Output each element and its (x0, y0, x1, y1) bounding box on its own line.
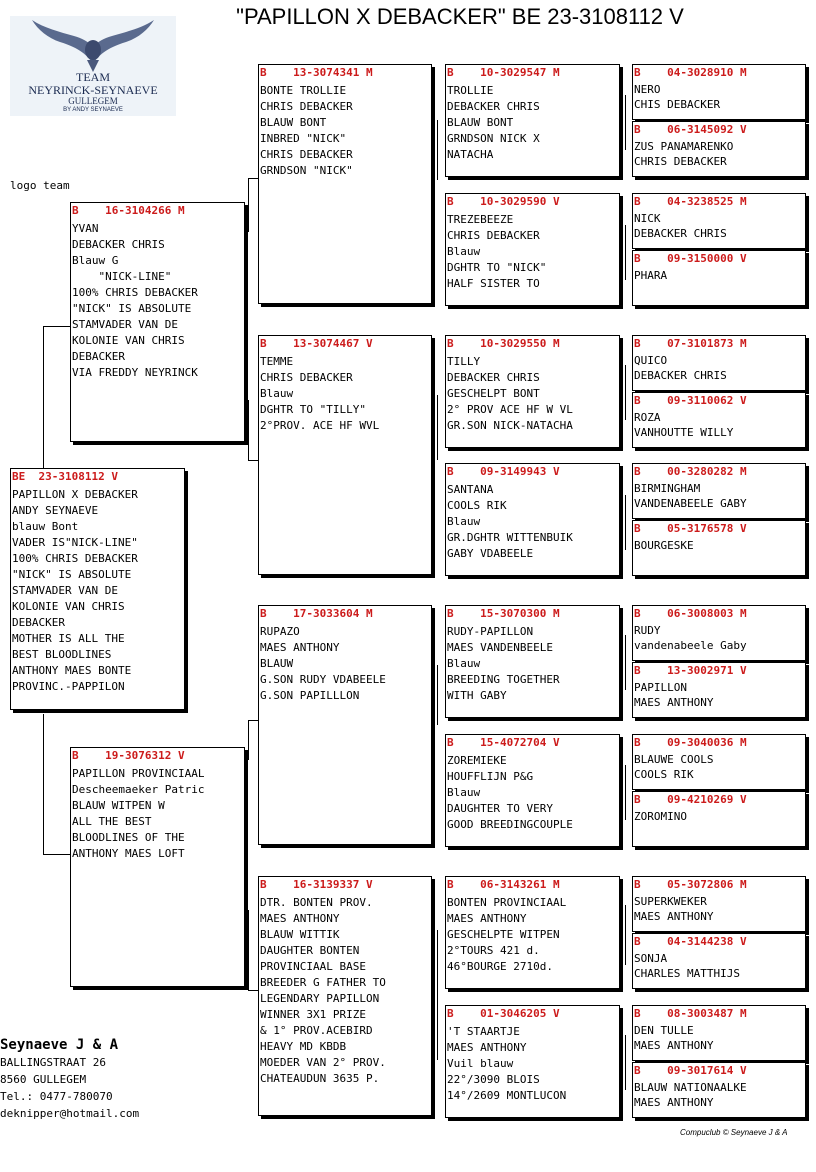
detail-line: DEBACKER (12, 616, 65, 629)
gggp-card-7[interactable] (632, 463, 806, 519)
connector-gp4 (248, 910, 249, 990)
detail-line: "NICK" IS ABSOLUTE (12, 568, 132, 581)
ring-number: B 05-3072806 M (634, 878, 747, 891)
connector-ggp56 (437, 665, 438, 725)
detail-line: INBRED "NICK" (260, 132, 347, 145)
gggp-card-12[interactable] (632, 791, 806, 847)
gggp-card-10[interactable] (632, 662, 806, 718)
detail-line: PROVINC.-PAPPILON (12, 680, 125, 693)
ring-number: B 13-3074341 M (260, 66, 373, 79)
detail-line: PROVINCIAAL BASE (260, 960, 366, 973)
detail-line: BONTE TROLLIE (260, 84, 347, 97)
detail-line: DEBACKER CHRIS (634, 369, 727, 382)
detail-line: DEBACKER CHRIS (72, 238, 165, 251)
connector-g1 (625, 95, 626, 150)
owner-name: Seynaeve J & A (0, 1037, 119, 1053)
detail-line: BLAUWE COOLS (634, 753, 714, 766)
ring-number: B 04-3144238 V (634, 935, 747, 948)
ring-number: B 15-3070300 M (447, 607, 560, 620)
detail-line: GESCHELPT BONT (447, 387, 540, 400)
detail-line: ANTHONY MAES BONTE (12, 664, 132, 677)
detail-line: STAMVADER VAN DE (12, 584, 118, 597)
ring-number: B 09-3150000 V (634, 252, 747, 265)
detail-line: & 1° PROV.ACEBIRD (260, 1024, 373, 1037)
detail-line: BOURGESKE (634, 539, 694, 552)
pigeon-details (259, 622, 431, 704)
detail-line: 2°PROV. ACE HF WVL (260, 419, 380, 432)
detail-line: GR.SON NICK-NATACHA (447, 419, 573, 432)
detail-line: SONJA (634, 952, 668, 965)
detail-line: WITH GABY (447, 689, 507, 702)
detail-line: Blauw (447, 786, 481, 799)
detail-line: COOLS RIK (634, 768, 694, 781)
gggp-card-1[interactable] (632, 64, 806, 120)
detail-line: MAES ANTHONY (447, 912, 527, 925)
gggp-card-13[interactable] (632, 876, 806, 932)
ring-number: B 19-3076312 V (72, 749, 185, 762)
detail-line: COOLS RIK (447, 499, 507, 512)
gggp-card-15[interactable] (632, 1005, 806, 1061)
pigeon-details (446, 210, 619, 292)
sire-card[interactable] (70, 202, 245, 442)
ring-number: B 04-3028910 M (634, 66, 747, 79)
connector-g4 (625, 495, 626, 550)
detail-line: KOLONIE VAN CHRIS (12, 600, 125, 613)
detail-line: DTR. BONTEN PROV. (260, 896, 373, 909)
ring-number: B 15-4072704 V (447, 736, 560, 749)
detail-line: SANTANA (447, 483, 494, 496)
detail-line: KOLONIE VAN CHRIS (72, 334, 185, 347)
detail-line: HOUFFLIJN P&G (447, 770, 534, 783)
connector-g7 (625, 905, 626, 965)
pigeon-details (633, 352, 805, 383)
detail-line: HALF SISTER TO (447, 277, 540, 290)
detail-line: G.SON PAPILLLON (260, 689, 360, 702)
ring-number: B 13-3074467 V (260, 337, 373, 350)
connector-gp2-h (248, 460, 258, 461)
detail-line: BLAUW WITPEN W (72, 799, 165, 812)
detail-line: TILLY (447, 355, 481, 368)
grandparent-card-3[interactable] (258, 605, 432, 845)
gggp-card-3[interactable] (632, 193, 806, 249)
detail-line: DEBACKER CHRIS (634, 227, 727, 240)
detail-line: DGHTR TO "NICK" (447, 261, 547, 274)
gggp-card-2[interactable] (632, 121, 806, 177)
pigeon-details (259, 81, 431, 179)
pigeon-details (633, 210, 805, 241)
detail-line: MAES ANTHONY (260, 912, 340, 925)
detail-line: 14°/2609 MONTLUCON (447, 1089, 567, 1102)
ring-number: B 09-4210269 V (634, 793, 747, 806)
detail-line: GRNDSON "NICK" (260, 164, 353, 177)
gggp-card-9[interactable] (632, 605, 806, 661)
detail-line: MAES ANTHONY (634, 696, 714, 709)
ring-number: B 13-3002971 V (634, 664, 747, 677)
dam-card[interactable] (70, 747, 245, 987)
connector-dam-h (43, 854, 70, 855)
detail-line: HEAVY MD KBDB (260, 1040, 347, 1053)
connector-gp1-h (248, 178, 258, 179)
ring-number: B 09-3110062 V (634, 394, 747, 407)
detail-line: 100% CHRIS DEBACKER (72, 286, 198, 299)
detail-line: GR.DGHTR WITTENBUIK (447, 531, 573, 544)
detail-line: Blauw G (72, 254, 119, 267)
detail-line: "NICK-LINE" (72, 270, 172, 283)
pigeon-details (446, 1022, 619, 1104)
pigeon-details (71, 764, 244, 862)
ring-number: B 07-3101873 M (634, 337, 747, 350)
footer-credit: Compuclub © Seynaeve J & A (680, 1128, 788, 1137)
pigeon-details (633, 480, 805, 511)
detail-line: BEST BLOODLINES (12, 648, 112, 661)
gggp-card-4[interactable] (632, 250, 806, 306)
great-grandparent-card-2[interactable] (445, 193, 620, 306)
detail-line: DEBACKER (72, 350, 125, 363)
grandparent-card-4[interactable] (258, 876, 432, 1116)
detail-line: DEBACKER CHRIS (447, 100, 540, 113)
detail-line: BLAUW (260, 657, 294, 670)
detail-line: ALL THE BEST (72, 815, 152, 828)
pigeon-details (633, 622, 805, 653)
ring-number: B 16-3139337 V (260, 878, 373, 891)
pigeon-details (446, 751, 619, 833)
gggp-card-5[interactable] (632, 335, 806, 391)
detail-line: STAMVADER VAN DE (72, 318, 178, 331)
ring-number: B 10-3029590 V (447, 195, 560, 208)
detail-line: CHRIS DEBACKER (260, 100, 353, 113)
detail-line: BLAUW BONT (260, 116, 327, 129)
detail-line: GESCHELPTE WITPEN (447, 928, 560, 941)
detail-line: CHRIS DEBACKER (260, 148, 353, 161)
ring-number: B 16-3104266 M (72, 204, 185, 217)
detail-line: QUICO (634, 354, 668, 367)
pigeon-details (71, 219, 244, 381)
gggp-card-14[interactable] (632, 933, 806, 989)
pigeon-details (633, 138, 805, 169)
detail-line: MAES ANTHONY (447, 1041, 527, 1054)
eagle-icon (30, 16, 156, 72)
great-grandparent-card-6[interactable] (445, 734, 620, 847)
grandparent-card-1[interactable] (258, 64, 432, 304)
detail-line: VIA FREDDY NEYRINCK (72, 366, 198, 379)
great-grandparent-card-3[interactable] (445, 335, 620, 448)
grandparent-card-2[interactable] (258, 335, 432, 575)
detail-line: CHRIS DEBACKER (447, 229, 540, 242)
connector-dam (43, 714, 44, 854)
detail-line: GABY VDABEELE (447, 547, 534, 560)
detail-line: CHRIS DEBACKER (634, 155, 727, 168)
logo-byline: BY ANDY SEYNAEVE (63, 107, 123, 113)
owner-info (0, 1036, 139, 1122)
detail-line: LEGENDARY PAPILLON (260, 992, 380, 1005)
detail-line: RUDY-PAPILLON (447, 625, 534, 638)
pigeon-details (633, 751, 805, 782)
owner-phone: Tel.: 0477-780070 (0, 1090, 113, 1103)
detail-line: BREEDING TOGETHER (447, 673, 560, 686)
detail-line: TREZEBEEZE (447, 213, 514, 226)
detail-line: 46°BOURGE 2710d. (447, 960, 553, 973)
detail-line: NATACHA (447, 148, 494, 161)
pigeon-details (446, 893, 619, 975)
detail-line: Vuil blauw (447, 1057, 514, 1070)
detail-line: DEN TULLE (634, 1024, 694, 1037)
detail-line: DAUGHTER TO VERY (447, 802, 553, 815)
detail-line: ANDY SEYNAEVE (12, 504, 99, 517)
pigeon-details (446, 480, 619, 562)
pigeon-details (633, 679, 805, 710)
great-grandparent-card-4[interactable] (445, 463, 620, 576)
pigeon-details (633, 409, 805, 440)
detail-line: RUDY (634, 624, 661, 637)
detail-line: MOEDER VAN 2° PROV. (260, 1056, 386, 1069)
pigeon-details (633, 1022, 805, 1053)
pigeon-details (633, 537, 805, 553)
detail-line: BLAUW BONT (447, 116, 514, 129)
logo-town: GULLEGEM (68, 96, 118, 106)
detail-line: VADER IS"NICK-LINE" (12, 536, 138, 549)
detail-line: PHARA (634, 269, 668, 282)
connector-g6 (625, 765, 626, 820)
detail-line: BLAUW NATIONAALKE (634, 1081, 747, 1094)
detail-line: DAUGHTER BONTEN (260, 944, 360, 957)
detail-line: Blauw (447, 245, 481, 258)
detail-line: VANHOUTTE WILLY (634, 426, 734, 439)
detail-line: PAPILLON PROVINCIAAL (72, 767, 205, 780)
connector-ggp78 (437, 930, 438, 1060)
ring-number: B 08-3003487 M (634, 1007, 747, 1020)
detail-line: 22°/3090 BLOIS (447, 1073, 540, 1086)
detail-line: MAES VANDENBEELE (447, 641, 553, 654)
pigeon-details (446, 81, 619, 163)
detail-line: BREEDER G FATHER TO (260, 976, 386, 989)
detail-line: VANDENABEELE GABY (634, 497, 747, 510)
detail-line: WINNER 3X1 PRIZE (260, 1008, 366, 1021)
detail-line: ZUS PANAMARENKO (634, 140, 734, 153)
detail-line: NICK (634, 212, 661, 225)
detail-line: ANTHONY MAES LOFT (72, 847, 185, 860)
detail-line: CHATEAUDUN 3635 P. (260, 1072, 380, 1085)
pigeon-details (259, 352, 431, 434)
team-logo (10, 16, 176, 116)
detail-line: SUPERKWEKER (634, 895, 707, 908)
connector-g8 (625, 1035, 626, 1090)
great-grandparent-card-8[interactable] (445, 1005, 620, 1118)
connector-ggp34 (437, 395, 438, 460)
great-grandparent-card-7[interactable] (445, 876, 620, 989)
detail-line: BLOODLINES OF THE (72, 831, 185, 844)
pedigree-title: "PAPILLON X DEBACKER" BE 23-3108112 V (236, 4, 684, 29)
owner-email[interactable]: deknipper@hotmail.com (0, 1107, 140, 1120)
pigeon-details (633, 1079, 805, 1110)
detail-line: TROLLIE (447, 84, 494, 97)
detail-line: PAPILLON X DEBACKER (12, 488, 138, 501)
connector-gp1 (248, 178, 249, 232)
detail-line: ZOROMINO (634, 810, 687, 823)
ring-number: B 10-3029547 M (447, 66, 560, 79)
subject-pigeon-card[interactable] (10, 468, 185, 710)
detail-line: MAES ANTHONY (634, 1039, 714, 1052)
detail-line: MOTHER IS ALL THE (12, 632, 125, 645)
detail-line: Blauw (260, 387, 294, 400)
detail-line: MAES ANTHONY (634, 910, 714, 923)
detail-line: GOOD BREEDINGCOUPLE (447, 818, 573, 831)
connector-gp2 (248, 400, 249, 460)
detail-line: "NICK" IS ABSOLUTE (72, 302, 192, 315)
connector-gp4-h (248, 990, 258, 991)
detail-line: G.SON RUDY VDABEELE (260, 673, 386, 686)
ring-number: B 06-3143261 M (447, 878, 560, 891)
detail-line: CHIS DEBACKER (634, 98, 721, 111)
detail-line: Blauw (447, 657, 481, 670)
detail-line: Blauw (447, 515, 481, 528)
connector-g3 (625, 365, 626, 420)
connector-gp3-h (248, 720, 258, 721)
gggp-card-16[interactable] (632, 1062, 806, 1118)
ring-number: B 09-3040036 M (634, 736, 747, 749)
gggp-card-6[interactable] (632, 392, 806, 448)
pigeon-details (633, 81, 805, 112)
detail-line: MAES ANTHONY (260, 641, 340, 654)
detail-line: MAES ANTHONY (634, 1096, 714, 1109)
gggp-card-8[interactable] (632, 520, 806, 576)
connector-sire-h (43, 326, 70, 327)
detail-line: 100% CHRIS DEBACKER (12, 552, 138, 565)
ring-number: B 04-3238525 M (634, 195, 747, 208)
detail-line: PAPILLON (634, 681, 687, 694)
gggp-card-11[interactable] (632, 734, 806, 790)
detail-line: BONTEN PROVINCIAAL (447, 896, 567, 909)
detail-line: CHRIS DEBACKER (260, 371, 353, 384)
pigeon-details (446, 622, 619, 704)
ring-number: B 05-3176578 V (634, 522, 747, 535)
detail-line: YVAN (72, 222, 99, 235)
detail-line: 2°TOURS 421 d. (447, 944, 540, 957)
connector-g5 (625, 635, 626, 690)
ring-number: B 17-3033604 M (260, 607, 373, 620)
great-grandparent-card-1[interactable] (445, 64, 620, 177)
owner-address: BALLINGSTRAAT 26 (0, 1056, 106, 1069)
detail-line: TEMME (260, 355, 294, 368)
detail-line: GRNDSON NICK X (447, 132, 540, 145)
pigeon-details (11, 485, 184, 695)
detail-line: Descheemaeker Patric (72, 783, 205, 796)
ring-number: B 00-3280282 M (634, 465, 747, 478)
pigeon-details (446, 352, 619, 434)
detail-line: 'T STAARTJE (447, 1025, 520, 1038)
detail-line: ZOREMIEKE (447, 754, 507, 767)
pigeon-details (633, 893, 805, 924)
ring-number: B 09-3017614 V (634, 1064, 747, 1077)
detail-line: ROZA (634, 411, 661, 424)
detail-line: NERO (634, 83, 661, 96)
ring-number: B 01-3046205 V (447, 1007, 560, 1020)
detail-line: 2° PROV ACE HF W VL (447, 403, 573, 416)
connector-gp3 (248, 720, 249, 760)
detail-line: RUPAZO (260, 625, 300, 638)
detail-line: DEBACKER CHRIS (447, 371, 540, 384)
logo-team-name: TEAM NEYRINCK-SEYNAEVE (28, 70, 158, 97)
connector-ggp12 (437, 120, 438, 180)
ring-number: BE 23-3108112 V (12, 470, 118, 483)
detail-line: BIRMINGHAM (634, 482, 701, 495)
detail-line: vandenabeele Gaby (634, 639, 747, 652)
pigeon-details (633, 808, 805, 824)
detail-line: blauw Bont (12, 520, 79, 533)
ring-number: B 06-3008003 M (634, 607, 747, 620)
pigeon-details (259, 893, 431, 1087)
detail-line: BLAUW WITTIK (260, 928, 340, 941)
ring-number: B 10-3029550 M (447, 337, 560, 350)
pigeon-details (633, 950, 805, 981)
ring-number: B 09-3149943 V (447, 465, 560, 478)
logo-caption: logo team (10, 179, 70, 192)
connector-g2 (625, 225, 626, 280)
pigeon-details (633, 267, 805, 283)
detail-line: DGHTR TO "TILLY" (260, 403, 366, 416)
detail-line: CHARLES MATTHIJS (634, 967, 740, 980)
great-grandparent-card-5[interactable] (445, 605, 620, 718)
owner-city: 8560 GULLEGEM (0, 1073, 87, 1086)
connector-sire (43, 326, 44, 468)
ring-number: B 06-3145092 V (634, 123, 747, 136)
